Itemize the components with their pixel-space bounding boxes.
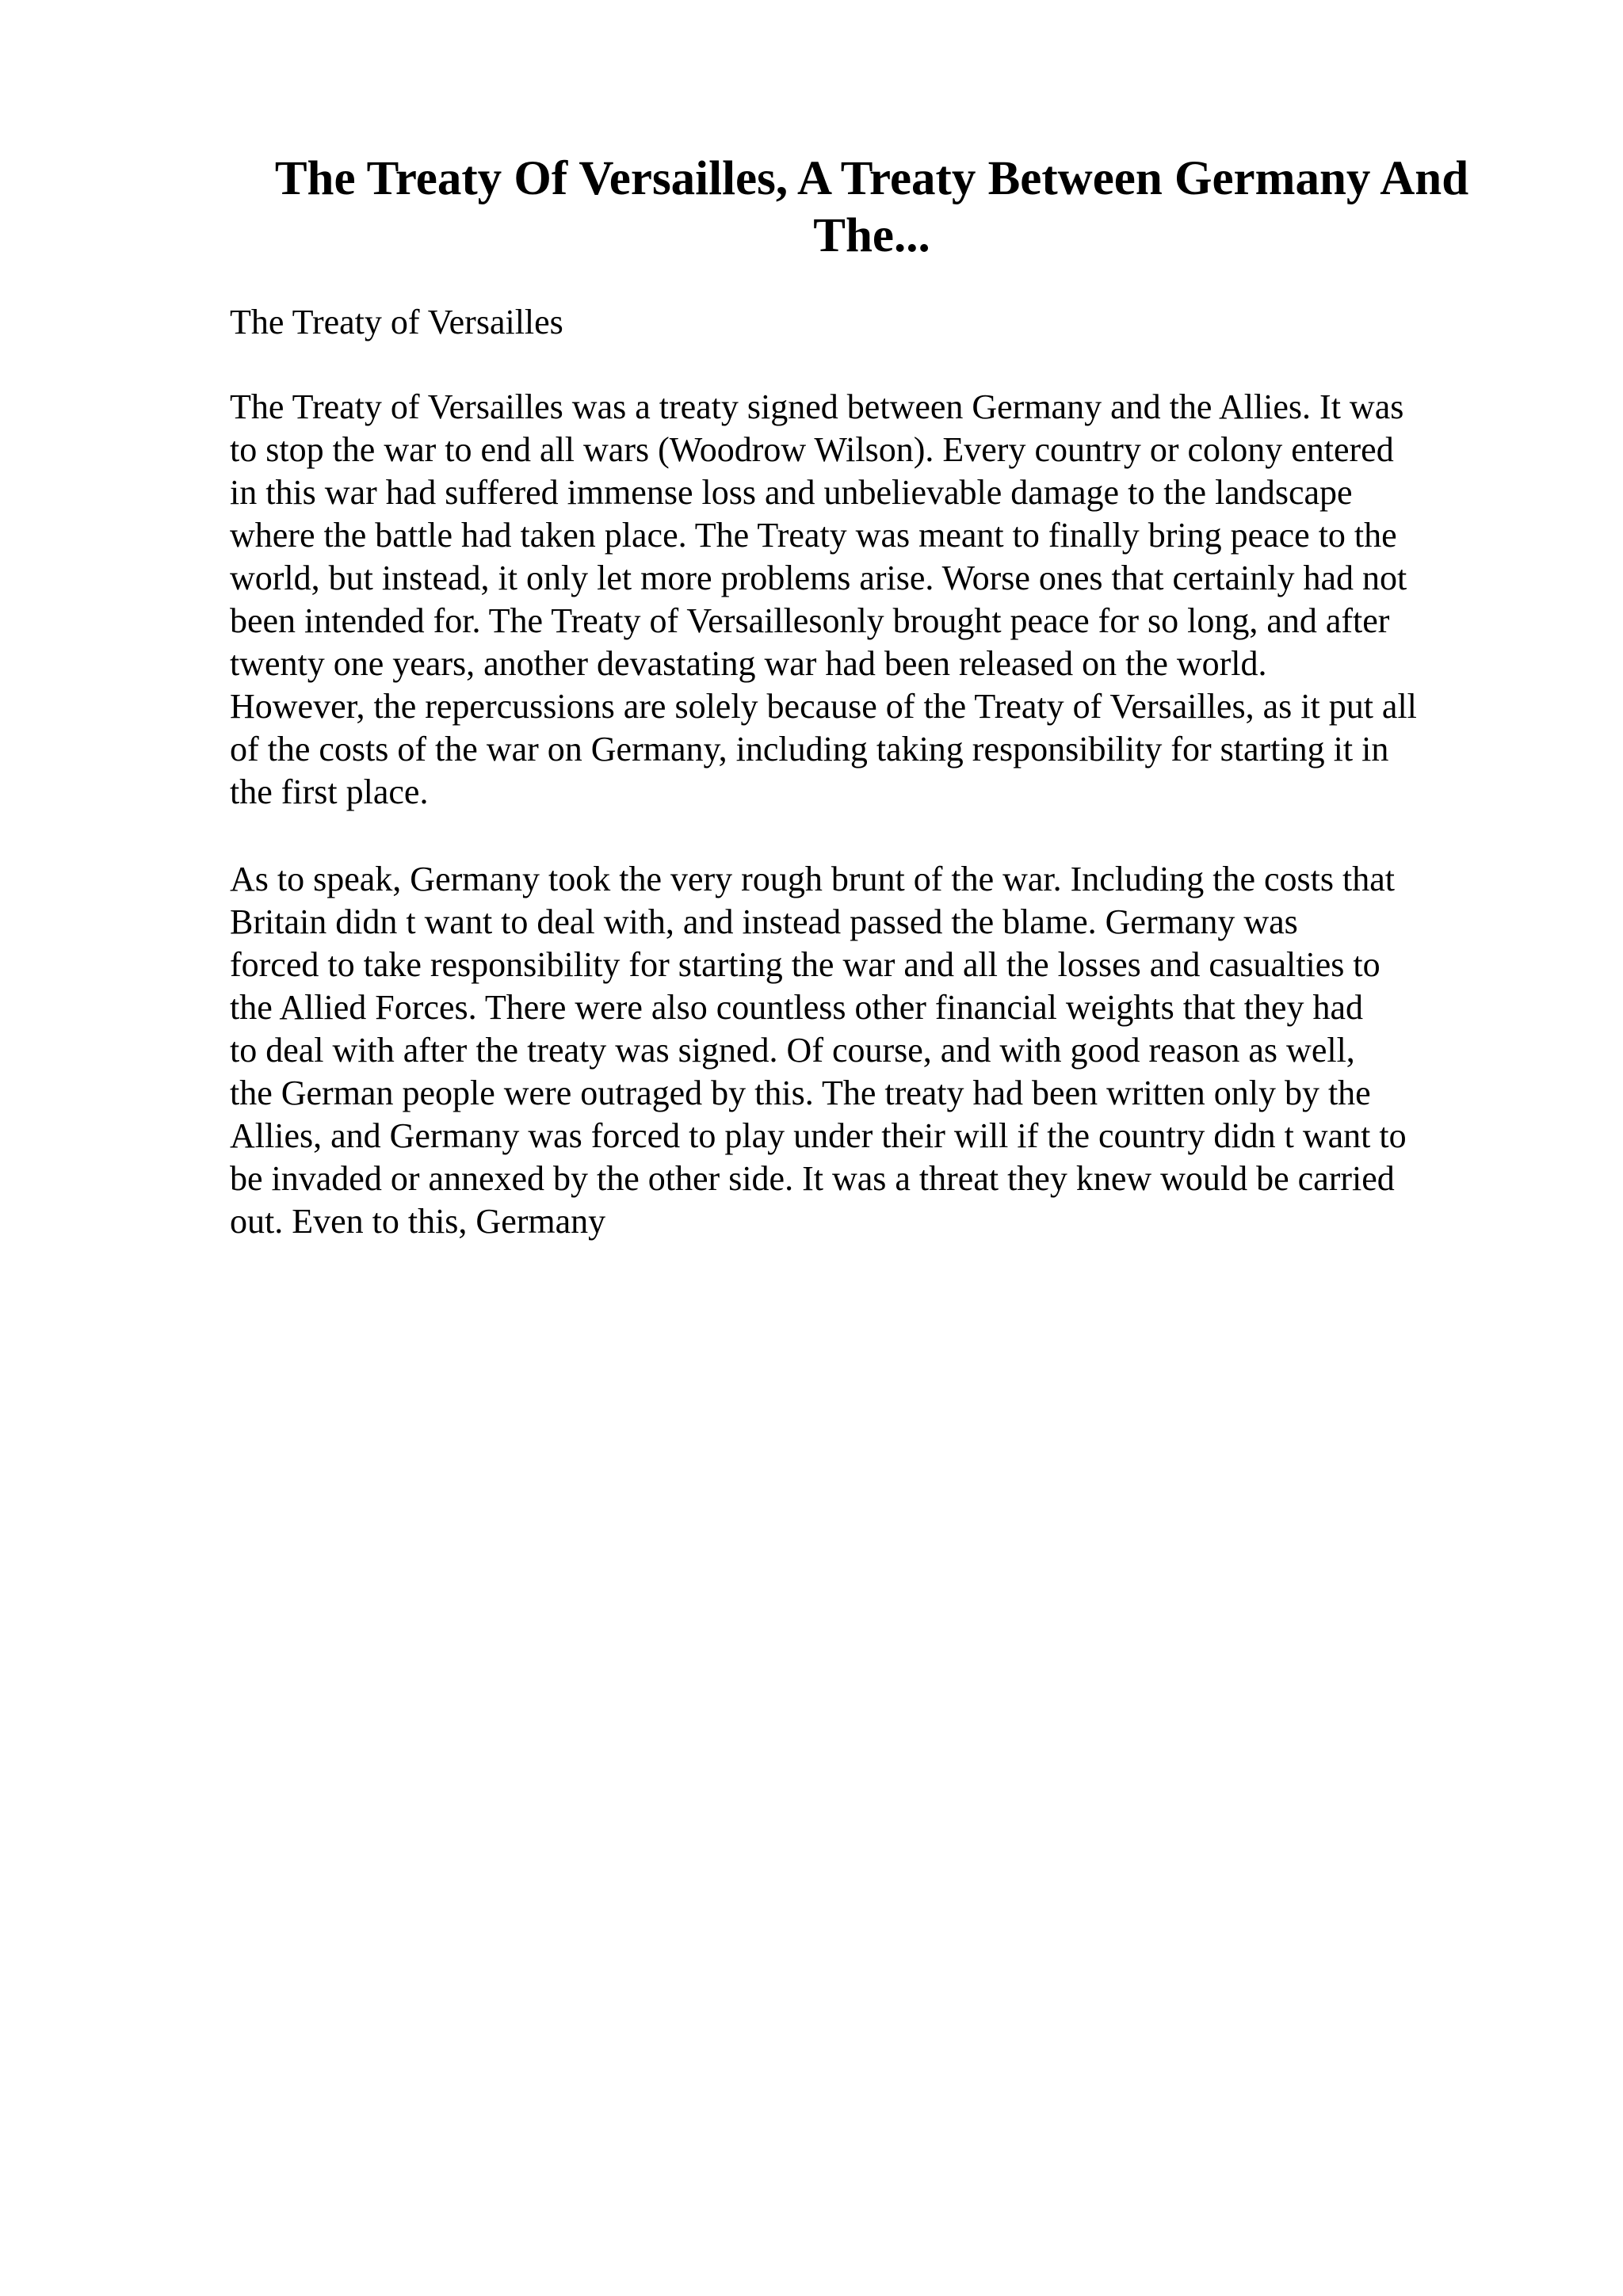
page-title — [230, 151, 1514, 265]
text-line: where the battle had taken place. The Treaty was meant to finally bring peace to the — [230, 516, 1397, 555]
text-line: in this war had suffered immense loss and unbelievable damage to the landscape — [230, 473, 1353, 512]
text-line: Britain didn t want to deal with, and instead passed the blame. Germany was — [230, 902, 1298, 941]
text-line: been intended for. The Treaty of Versaillesonly brought peace for so long, and after — [230, 601, 1390, 640]
paragraph-2 — [230, 858, 1407, 1243]
title-line: The Treaty Of Versailles, A Treaty Between Germany And — [274, 152, 1469, 205]
text-line: However, the repercussions are solely because of the Treaty of Versailles, as it put all — [230, 687, 1417, 726]
title-line: The... — [813, 209, 930, 262]
text-line: Allies, and Germany was forced to play under their will if the country didn t want to — [230, 1116, 1407, 1155]
text-line: twenty one years, another devastating war had been released on the world. — [230, 644, 1267, 683]
text-line: As to speak, Germany took the very rough brunt of the war. Including the costs that — [230, 860, 1396, 898]
paragraph-1 — [230, 386, 1417, 814]
text-line: the Allied Forces. There were also countless other financial weights that they had — [230, 988, 1363, 1027]
text-line: the German people were outraged by this. The treaty had been written only by the — [230, 1074, 1371, 1112]
text-line: the first place. — [230, 772, 429, 811]
text-line: of the costs of the war on Germany, including taking responsibility for starting it in — [230, 730, 1389, 769]
document-subtitle: The Treaty of Versailles — [230, 303, 563, 341]
text-line: The Treaty of Versailles was a treaty signed between Germany and the Allies. It was — [230, 387, 1404, 426]
text-line: world, but instead, it only let more problems arise. Worse ones that certainly had not — [230, 559, 1407, 597]
text-line: forced to take responsibility for starting the war and all the losses and casualties to — [230, 945, 1381, 984]
text-line: to deal with after the treaty was signed. Of course, and with good reason as well, — [230, 1031, 1355, 1070]
text-line: be invaded or annexed by the other side. It was a threat they knew would be carried — [230, 1159, 1395, 1198]
text-line: to stop the war to end all wars (Woodrow Wilson). Every country or colony entered — [230, 430, 1394, 469]
text-line: out. Even to this, Germany — [230, 1202, 606, 1241]
